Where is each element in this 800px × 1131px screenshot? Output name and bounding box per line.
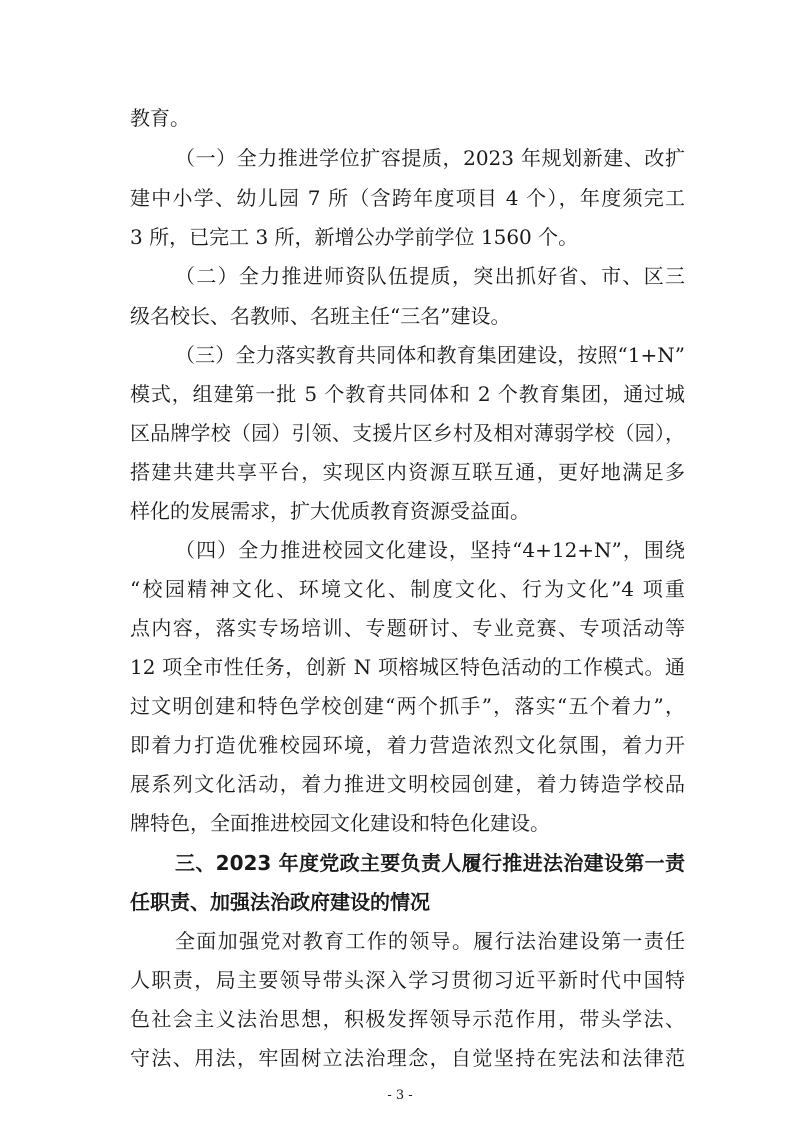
paragraph-line: （四）全力推进校园文化建设，坚持“4+12+N”，围绕 (175, 538, 685, 562)
paragraph-line: 建中小学、幼儿园 7 所（含跨年度项目 4 个），年度须完工 (130, 186, 685, 210)
paragraph-line: 色社会主义法治思想，积极发挥领导示范作用，带头学法、 (130, 1007, 685, 1031)
paragraph-line: 人职责，局主要领导带头深入学习贯彻习近平新时代中国特 (130, 968, 685, 992)
paragraph-line: 全面加强党对教育工作的领导。履行法治建设第一责任 (175, 929, 685, 953)
paragraph-line: 3 所，已完工 3 所，新增公办学前学位 1560 个。 (130, 225, 579, 249)
paragraph-line: 区品牌学校（园）引领、支援片区乡村及相对薄弱学校（园）， (130, 421, 685, 445)
paragraph-line: 牌特色，全面推进校园文化建设和特色化建设。 (130, 811, 550, 835)
paragraph-line: 模式，组建第一批 5 个教育共同体和 2 个教育集团，通过城 (130, 382, 685, 406)
paragraph-line: 级名校长、名教师、名班主任“三名”建设。 (130, 304, 511, 328)
section-heading: 任职责、加强法治政府建设的情况 (130, 890, 430, 914)
paragraph-line: 样化的发展需求，扩大优质教育资源受益面。 (130, 499, 530, 523)
paragraph-line: 过文明创建和特色学校创建“两个抓手”，落实“五个着力”， (130, 694, 685, 718)
paragraph-line: 即着力打造优雅校园环境，着力营造浓烈文化氛围，着力开 (130, 733, 685, 757)
section-heading: 三、2023 年度党政主要负责人履行推进法治建设第一责 (175, 851, 685, 875)
paragraph-line: “校园精神文化、环境文化、制度文化、行为文化”4 项重 (130, 577, 685, 601)
paragraph-line: （二）全力推进师资队伍提质，突出抓好省、市、区三 (175, 264, 685, 288)
paragraph-line: 展系列文化活动，着力推进文明校园创建，着力铸造学校品 (130, 772, 685, 796)
paragraph-line: 12 项全市性任务，创新 N 项榕城区特色活动的工作模式。通 (130, 655, 685, 679)
paragraph-line: （一）全力推进学位扩容提质，2023 年规划新建、改扩 (175, 146, 685, 170)
paragraph-line: 搭建共建共享平台，实现区内资源互联互通，更好地满足多 (130, 460, 685, 484)
paragraph-line: 教育。 (130, 106, 190, 130)
paragraph-line: 守法、用法，牢固树立法治理念，自觉坚持在宪法和法律范 (130, 1046, 685, 1070)
paragraph-line: 点内容，落实专场培训、专题研讨、专业竞赛、专项活动等 (130, 616, 685, 640)
paragraph-line: （三）全力落实教育共同体和教育集团建设，按照“1+N” (175, 343, 685, 367)
page-number: - 3 - (387, 1088, 413, 1103)
